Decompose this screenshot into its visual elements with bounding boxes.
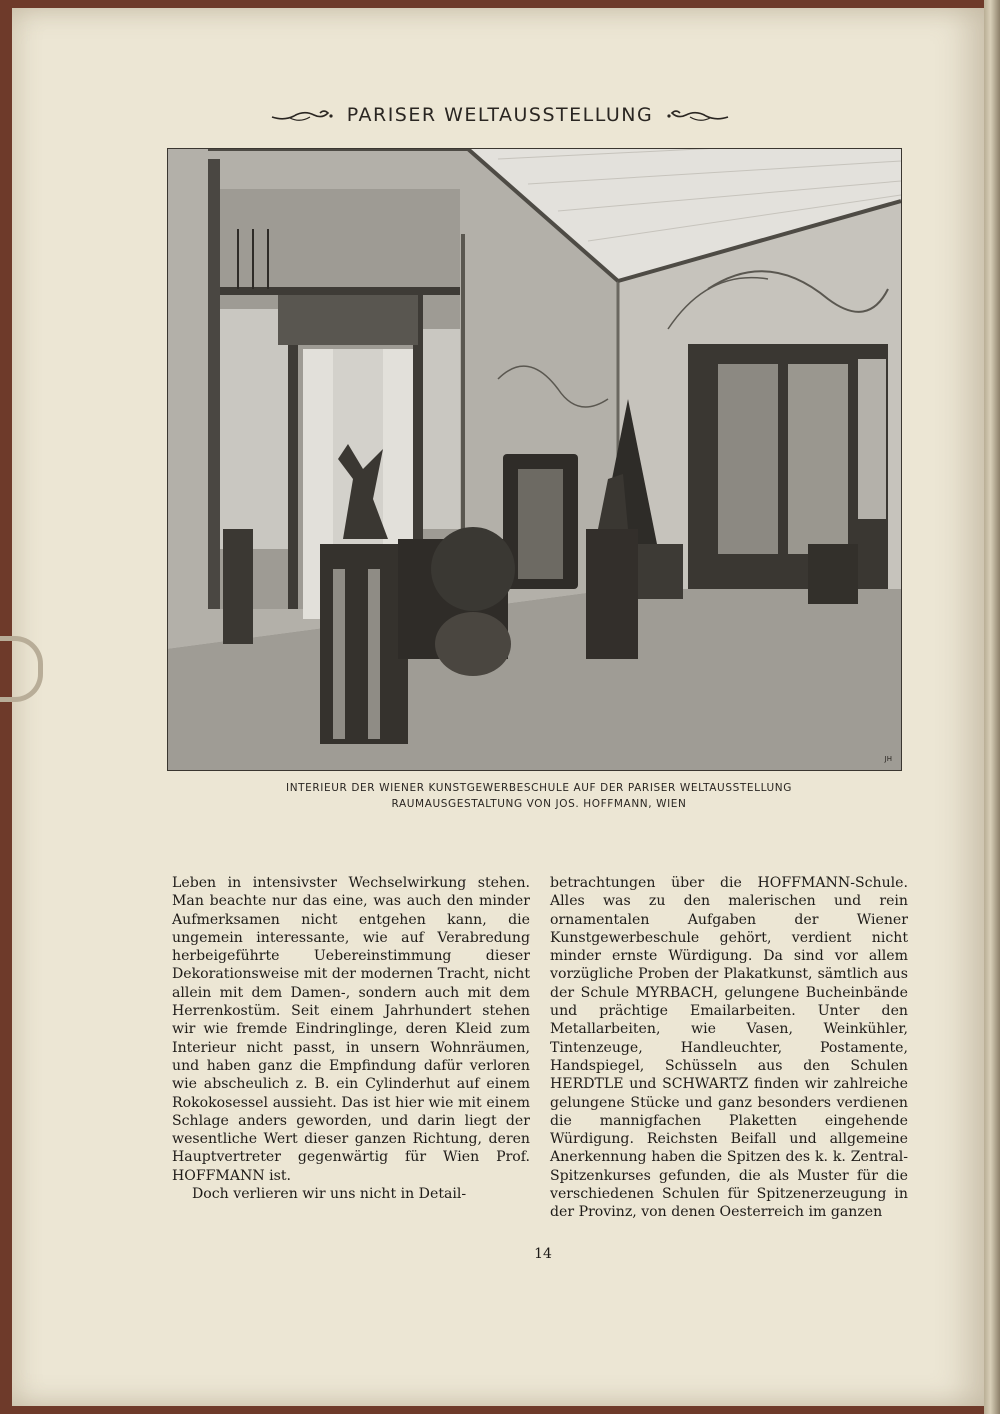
running-head-title: PARISER WELTAUSSTELLUNG — [346, 104, 654, 126]
caption-line-1: INTERIEUR DER WIENER KUNSTGEWERBESCHULE AUF DER PARISER WELTAUSSTELLUNG — [286, 782, 792, 794]
caption-line-2: RAUMAUSGESTALTUNG VON JOS. HOFFMANN, WIEN — [391, 798, 687, 810]
interior-photograph — [168, 149, 901, 770]
left-ornament-icon — [270, 107, 334, 123]
page-edge — [984, 0, 1000, 1414]
right-ornament-icon — [666, 107, 730, 123]
paragraph: Leben in intensivster Wechselwirkung stehen. Man beachte nur das eine, was auch den minder Aufmerksamen nicht entgehen kann, die ungemein interessante, wie auf Verabredung herbeigeführte Uebereinstimmung dieser Dekorationsweise mit der modernen Tracht, nicht allein mit dem Damen-, sondern auch mit dem Herrenkostüm. Seit einem Jahrhundert stehen wir wie fremde Eindringlinge, deren Kleid zum Interieur nicht passt, in unsern Wohnräumen, und haben ganz die Empfindung dafür verloren wie abscheulich z. B. ein Cylinderhut auf einem Rokokosessel aussieht. Das ist hier wie mit einem Schlage anders geworden, und darin liegt der wesentliche Wert dieser ganzen Richtung, deren Hauptvertreter gegenwärtig für Wien Prof. HOFFMANN ist. — [172, 875, 530, 1184]
photo-plate — [167, 148, 902, 771]
text-column-left — [172, 874, 530, 1203]
page-number: 14 — [534, 1246, 552, 1262]
plate-caption — [0, 780, 1000, 812]
text-column-right — [550, 874, 908, 1222]
plate-monogram: JH — [884, 755, 892, 763]
paragraph: Doch verlieren wir uns nicht in Detail- — [192, 1186, 467, 1203]
running-head — [0, 104, 1000, 126]
paragraph: betrachtungen über die HOFFMANN-Schule. Alles was zu den malerischen und rein ornamentalen Aufgaben der Wiener Kunstgewerbeschule gehört, verdient nicht minder ernste Würdigung. Da sind vor allem vorzügliche Proben der Plakatkunst, sämtlich aus der Schule MYRBACH, gelungene Bucheinbände und prächtige Emailarbeiten. Unter den Metallarbeiten, wie Vasen, Weinkühler, Tintenzeuge, Handleuchter, Postamente, Handspiegel, Schüsseln aus den Schulen HERDTLE und SCHWARTZ finden wir zahlreiche gelungene Stücke und ganz besonders verdienen die mannigfachen Plaketten eingehende Würdigung. Reichsten Beifall und allgemeine Anerkennung haben die Spitzen des k. k. Zentral-Spitzenkurses gefunden, die als Muster für die verschiedenen Schulen für Spitzenerzeugung in der Provinz, von denen Oesterreich im ganzen — [550, 875, 908, 1221]
